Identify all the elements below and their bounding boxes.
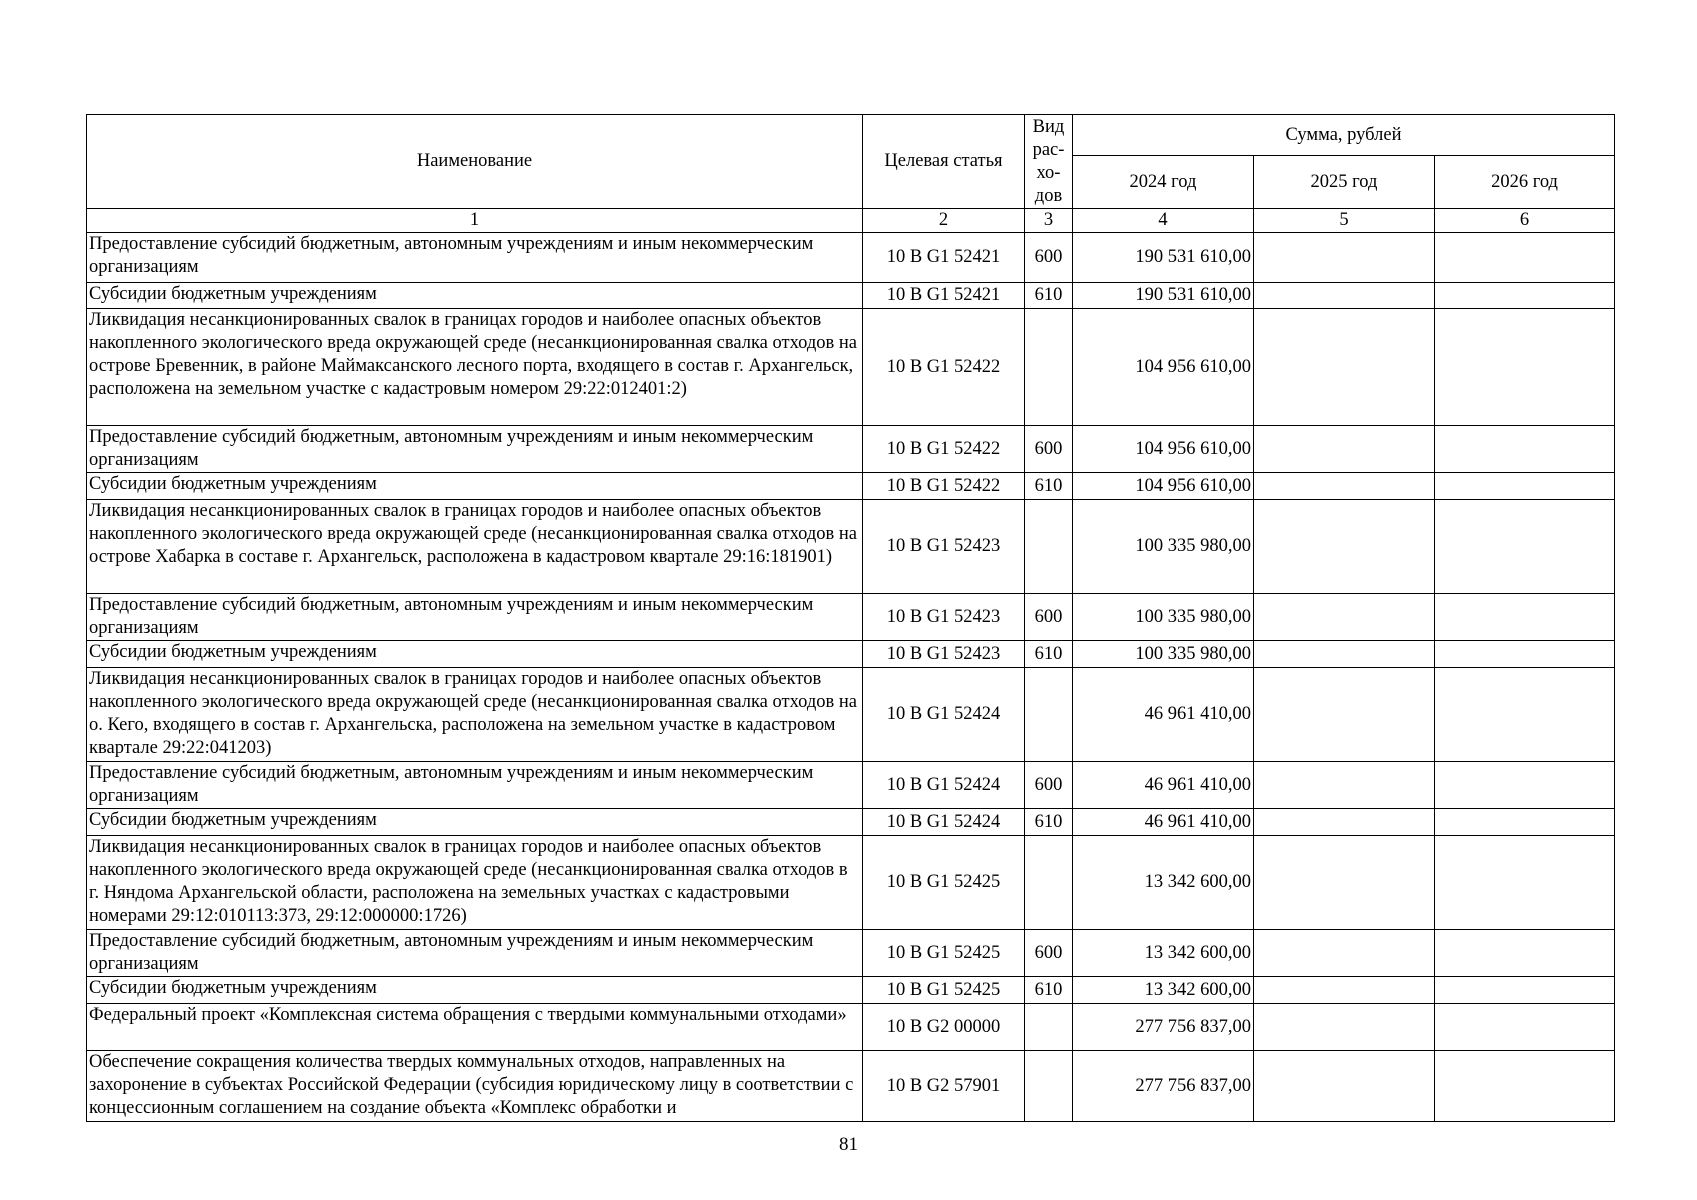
row-amount-2024: 46 961 410,00 <box>1073 668 1254 762</box>
row-name: Субсидии бюджетным учреждениям <box>87 977 863 1004</box>
row-amount-2026 <box>1435 930 1615 977</box>
header-year-2026: 2026 год <box>1435 156 1615 209</box>
row-amount-2026 <box>1435 836 1615 930</box>
row-expense-type <box>1025 1051 1073 1122</box>
page-number: 81 <box>839 1134 858 1155</box>
row-expense-type <box>1025 836 1073 930</box>
column-index: 1 <box>87 209 863 233</box>
row-amount-2024: 104 956 610,00 <box>1073 473 1254 500</box>
column-index: 2 <box>863 209 1025 233</box>
column-index: 4 <box>1073 209 1254 233</box>
row-amount-2026 <box>1435 283 1615 309</box>
table-row <box>87 426 1615 473</box>
row-target-code: 10 В G1 52422 <box>863 473 1025 500</box>
row-amount-2025 <box>1254 594 1435 641</box>
row-amount-2026 <box>1435 473 1615 500</box>
row-expense-type <box>1025 668 1073 762</box>
row-name: Ликвидация несанкционированных свалок в границах городов и наиболее опасных объектов накопленного экологического вреда окружающей среде (несанкционированная свалка отходов на о. Кего, входящего в состав г. Архангельска, расположена на земельном участке в кадастровом квартале 29:22:041203) <box>87 668 863 762</box>
header-name: Наименование <box>87 115 863 209</box>
row-amount-2024: 46 961 410,00 <box>1073 762 1254 809</box>
row-target-code: 10 В G1 52422 <box>863 309 1025 426</box>
row-expense-type: 610 <box>1025 977 1073 1004</box>
header-vid: Вид рас- хо- дов <box>1025 115 1073 209</box>
row-name: Субсидии бюджетным учреждениям <box>87 809 863 836</box>
row-amount-2026 <box>1435 977 1615 1004</box>
table-row <box>87 500 1615 594</box>
row-expense-type: 610 <box>1025 641 1073 668</box>
row-amount-2025 <box>1254 977 1435 1004</box>
row-amount-2024: 46 961 410,00 <box>1073 809 1254 836</box>
row-name: Ликвидация несанкционированных свалок в границах городов и наиболее опасных объектов накопленного экологического вреда окружающей среде (несанкционированная свалка отходов на острове Бревенник, в районе Маймаксанского лесного порта, входящего в состав г. Архангельск, расположена на земельном участке с кадастровым номером 29:22:012401:2) <box>87 309 863 426</box>
row-amount-2025 <box>1254 641 1435 668</box>
row-expense-type: 610 <box>1025 809 1073 836</box>
row-amount-2024: 190 531 610,00 <box>1073 233 1254 283</box>
row-expense-type <box>1025 1004 1073 1051</box>
row-amount-2026 <box>1435 500 1615 594</box>
row-amount-2024: 190 531 610,00 <box>1073 283 1254 309</box>
row-amount-2026 <box>1435 426 1615 473</box>
table-row <box>87 309 1615 426</box>
row-amount-2025 <box>1254 1051 1435 1122</box>
row-amount-2026 <box>1435 641 1615 668</box>
row-target-code: 10 В G1 52425 <box>863 930 1025 977</box>
row-amount-2024: 104 956 610,00 <box>1073 426 1254 473</box>
table-row <box>87 930 1615 977</box>
table-row <box>87 1004 1615 1051</box>
row-amount-2026 <box>1435 233 1615 283</box>
budget-table <box>86 114 1615 1122</box>
header-target: Целевая статья <box>863 115 1025 209</box>
row-name: Субсидии бюджетным учреждениям <box>87 473 863 500</box>
row-name: Предоставление субсидий бюджетным, автономным учреждениям и иным некоммерческим организациям <box>87 233 863 283</box>
row-expense-type: 600 <box>1025 762 1073 809</box>
row-amount-2025 <box>1254 930 1435 977</box>
row-amount-2025 <box>1254 309 1435 426</box>
table-row <box>87 283 1615 309</box>
row-target-code: 10 В G1 52421 <box>863 283 1025 309</box>
column-index: 5 <box>1254 209 1435 233</box>
row-name: Предоставление субсидий бюджетным, автономным учреждениям и иным некоммерческим организациям <box>87 426 863 473</box>
row-name: Ликвидация несанкционированных свалок в границах городов и наиболее опасных объектов накопленного экологического вреда окружающей среде (несанкционированная свалка отходов в г. Няндома Архангельской области, расположена на земельных участках с кадастровыми номерами 29:12:010113:373, 29:12:000000:1726) <box>87 836 863 930</box>
header-sum: Сумма, рублей <box>1073 115 1615 156</box>
table-row <box>87 1051 1615 1122</box>
row-target-code: 10 В G1 52423 <box>863 641 1025 668</box>
row-name: Предоставление субсидий бюджетным, автономным учреждениям и иным некоммерческим организациям <box>87 594 863 641</box>
table-row <box>87 473 1615 500</box>
row-target-code: 10 В G1 52424 <box>863 809 1025 836</box>
row-amount-2026 <box>1435 309 1615 426</box>
row-amount-2025 <box>1254 426 1435 473</box>
table-row <box>87 762 1615 809</box>
table-row <box>87 641 1615 668</box>
row-amount-2024: 13 342 600,00 <box>1073 836 1254 930</box>
column-index-row <box>87 209 1615 233</box>
row-amount-2025 <box>1254 473 1435 500</box>
table-row <box>87 233 1615 283</box>
table-row <box>87 836 1615 930</box>
row-amount-2026 <box>1435 1051 1615 1122</box>
row-amount-2025 <box>1254 283 1435 309</box>
row-target-code: 10 В G1 52425 <box>863 836 1025 930</box>
row-amount-2026 <box>1435 594 1615 641</box>
column-index: 3 <box>1025 209 1073 233</box>
row-amount-2026 <box>1435 762 1615 809</box>
row-target-code: 10 В G1 52422 <box>863 426 1025 473</box>
header-year-2025: 2025 год <box>1254 156 1435 209</box>
row-amount-2025 <box>1254 836 1435 930</box>
row-amount-2025 <box>1254 809 1435 836</box>
row-name: Субсидии бюджетным учреждениям <box>87 641 863 668</box>
row-target-code: 10 В G1 52423 <box>863 500 1025 594</box>
row-expense-type: 600 <box>1025 233 1073 283</box>
row-amount-2026 <box>1435 1004 1615 1051</box>
row-target-code: 10 В G1 52423 <box>863 594 1025 641</box>
row-amount-2026 <box>1435 809 1615 836</box>
row-expense-type: 600 <box>1025 426 1073 473</box>
row-name: Предоставление субсидий бюджетным, автономным учреждениям и иным некоммерческим организациям <box>87 762 863 809</box>
row-expense-type: 600 <box>1025 594 1073 641</box>
row-name: Ликвидация несанкционированных свалок в границах городов и наиболее опасных объектов накопленного экологического вреда окружающей среде (несанкционированная свалка отходов на острове Хабарка в составе г. Архангельск, расположена в кадастровом квартале 29:16:181901) <box>87 500 863 594</box>
row-expense-type: 610 <box>1025 283 1073 309</box>
row-target-code: 10 В G1 52424 <box>863 762 1025 809</box>
row-amount-2025 <box>1254 1004 1435 1051</box>
row-expense-type <box>1025 500 1073 594</box>
row-amount-2024: 13 342 600,00 <box>1073 977 1254 1004</box>
row-amount-2025 <box>1254 668 1435 762</box>
row-name: Федеральный проект «Комплексная система обращения с твердыми коммунальными отходами» <box>87 1004 863 1051</box>
row-amount-2024: 100 335 980,00 <box>1073 594 1254 641</box>
row-amount-2025 <box>1254 500 1435 594</box>
header-row-top <box>87 115 1615 156</box>
table-row <box>87 594 1615 641</box>
row-target-code: 10 В G1 52424 <box>863 668 1025 762</box>
row-amount-2024: 277 756 837,00 <box>1073 1051 1254 1122</box>
row-target-code: 10 В G2 57901 <box>863 1051 1025 1122</box>
table-row <box>87 668 1615 762</box>
row-name: Предоставление субсидий бюджетным, автономным учреждениям и иным некоммерческим организациям <box>87 930 863 977</box>
row-expense-type <box>1025 309 1073 426</box>
row-name: Обеспечение сокращения количества твердых коммунальных отходов, направленных на захоронение в субъектах Российской Федерации (субсидия юридическому лицу в соответствии с концессионным соглашением на создание объекта «Комплекс обработки и <box>87 1051 863 1122</box>
row-amount-2025 <box>1254 762 1435 809</box>
row-amount-2026 <box>1435 668 1615 762</box>
row-amount-2024: 13 342 600,00 <box>1073 930 1254 977</box>
row-amount-2024: 100 335 980,00 <box>1073 641 1254 668</box>
row-name: Субсидии бюджетным учреждениям <box>87 283 863 309</box>
row-target-code: 10 В G1 52425 <box>863 977 1025 1004</box>
row-target-code: 10 В G1 52421 <box>863 233 1025 283</box>
column-index: 6 <box>1435 209 1615 233</box>
table-row <box>87 977 1615 1004</box>
header-year-2024: 2024 год <box>1073 156 1254 209</box>
row-expense-type: 600 <box>1025 930 1073 977</box>
table-row <box>87 809 1615 836</box>
row-amount-2024: 100 335 980,00 <box>1073 500 1254 594</box>
row-target-code: 10 В G2 00000 <box>863 1004 1025 1051</box>
row-expense-type: 610 <box>1025 473 1073 500</box>
row-amount-2025 <box>1254 233 1435 283</box>
row-amount-2024: 104 956 610,00 <box>1073 309 1254 426</box>
row-amount-2024: 277 756 837,00 <box>1073 1004 1254 1051</box>
